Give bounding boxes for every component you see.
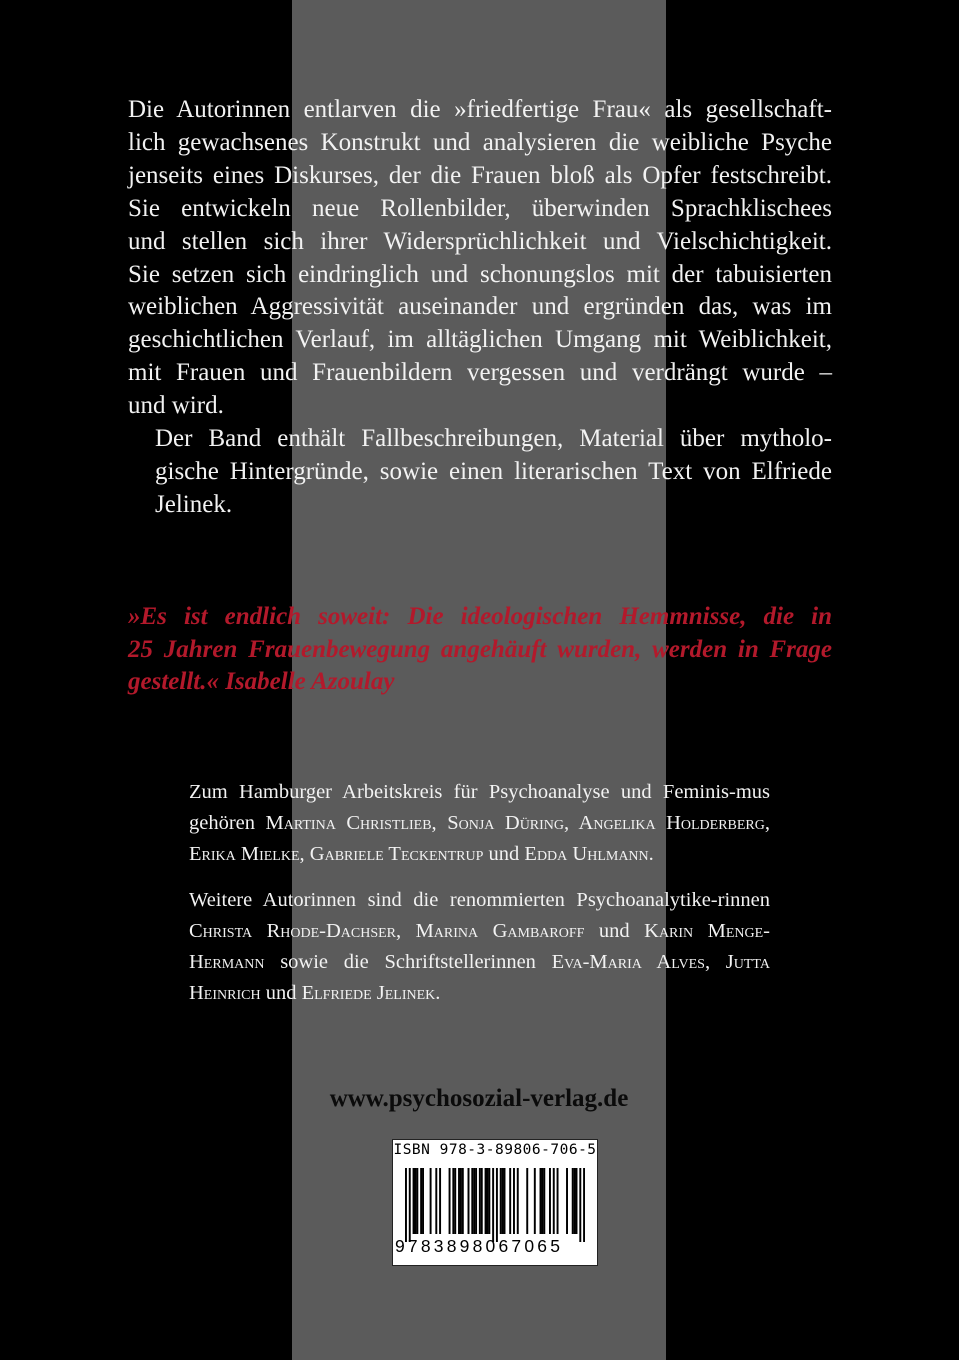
barcode-bar: [471, 1168, 473, 1234]
barcode-bar: [473, 1168, 475, 1234]
isbn-barcode: [392, 1139, 598, 1266]
barcode-bar: [553, 1168, 555, 1234]
barcode-bar: [496, 1168, 498, 1242]
author-info-paragraph-2: Weitere Autorinnen sind die renommierten Psychoanalytike-rinnen Christa Rhode-Dachser, Marina Gambaroff und Karin Menge-Hermann sowie die Schriftstellerinnen Eva-Maria Alves, Jutta Heinrich und Elfriede Jelinek.: [189, 889, 771, 1004]
barcode-bar: [492, 1168, 494, 1242]
barcode-bar: [439, 1168, 441, 1234]
barcode-bar: [502, 1168, 504, 1234]
blurb-text: [128, 94, 832, 522]
barcode-bar: [488, 1168, 490, 1234]
author-info: [189, 777, 770, 1009]
barcode-bar: [549, 1168, 551, 1234]
barcode-bar: [504, 1168, 506, 1234]
barcode-bar: [468, 1168, 470, 1234]
barcode-bar: [500, 1168, 502, 1234]
barcode-bar: [572, 1168, 574, 1234]
barcode-bar: [509, 1168, 511, 1234]
publisher-website[interactable]: www.psychosozial-verlag.de: [329, 1085, 629, 1112]
barcode-bar: [420, 1168, 422, 1234]
barcode-bar: [460, 1168, 462, 1234]
blurb-paragraph-2: Der Band enthält Fallbeschreibungen, Material über mytholo- gische Hintergründe, sowie einen literarischen Text von Elfriede Jelinek.: [155, 425, 832, 518]
isbn-label: ISBN 978-3-89806-706-5: [393, 1142, 597, 1158]
ean-digits: 9783898067065: [395, 1236, 564, 1256]
blurb-paragraph-1: Die Autorinnen entlarven die »friedfertige Frau« als gesellschaft- lich gewachsenes Konstrukt und analysieren die weibliche Psyche jenseits eines Diskurses, der die Frauen bloß als Opfer festschreibt. Sie entwickeln neue Rollenbilder, überwinden Sprachklischees und stellen sich ihrer Widersprüchlichkeit und Vielschichtigkeit. Sie setzen sich eindringlich und schonungslos mit der tabuisierten weiblichen Aggressivität auseinander und ergründen das, was im geschichtlichen Verlauf, im alltäglichen Umgang mit Weiblichkeit, mit Frauen und Frauenbildern vergessen und verdrängt wurde – und wird.: [128, 96, 832, 420]
barcode-bar: [481, 1168, 483, 1234]
barcode-bar: [540, 1168, 542, 1234]
barcode-bar: [430, 1168, 432, 1234]
barcode-bar: [416, 1168, 418, 1234]
barcode-bars: [405, 1168, 585, 1242]
barcode-bar: [413, 1168, 415, 1234]
barcode-bar: [435, 1168, 437, 1234]
press-quote: »Es ist endlich soweit: Die ideologischen Hemmnisse, die in 25 Jahren Frauenbewegung angehäuft wurden, werden in Frage gestellt.« Isabelle Azoulay: [128, 603, 832, 695]
barcode-bar: [486, 1168, 488, 1234]
barcode-bar: [409, 1168, 411, 1242]
barcode-bar: [405, 1168, 407, 1242]
author-info-paragraph-1: Zum Hamburger Arbeitskreis für Psychoanalyse und Feminis-mus gehören Martina Christlieb, Sonja Düring, Angelika Holderberg, Erika Mielke, Gabriele Teckentrup und Edda Uhlmann.: [189, 781, 770, 865]
barcode-bar: [576, 1168, 578, 1234]
barcode-bar: [579, 1168, 581, 1242]
barcode-bar: [452, 1168, 454, 1234]
barcode-bar: [422, 1168, 424, 1234]
barcode-bar: [475, 1168, 477, 1234]
barcode-bar: [479, 1168, 481, 1234]
barcode-bar: [574, 1168, 576, 1234]
barcode-bar: [517, 1168, 519, 1234]
barcode-bar: [583, 1168, 585, 1242]
barcode-bar: [458, 1168, 460, 1234]
barcode-bar: [414, 1168, 416, 1234]
barcode-bar: [543, 1168, 545, 1234]
barcode-bar: [513, 1168, 515, 1234]
barcode-bar: [454, 1168, 456, 1234]
barcode-bar: [566, 1168, 568, 1234]
barcode-bar: [462, 1168, 464, 1234]
barcode-bar: [449, 1168, 451, 1234]
barcode-bar: [534, 1168, 536, 1234]
barcode-bar: [557, 1168, 559, 1234]
barcode-bar: [485, 1168, 487, 1234]
barcode-bar: [541, 1168, 543, 1234]
barcode-bar: [526, 1168, 528, 1234]
